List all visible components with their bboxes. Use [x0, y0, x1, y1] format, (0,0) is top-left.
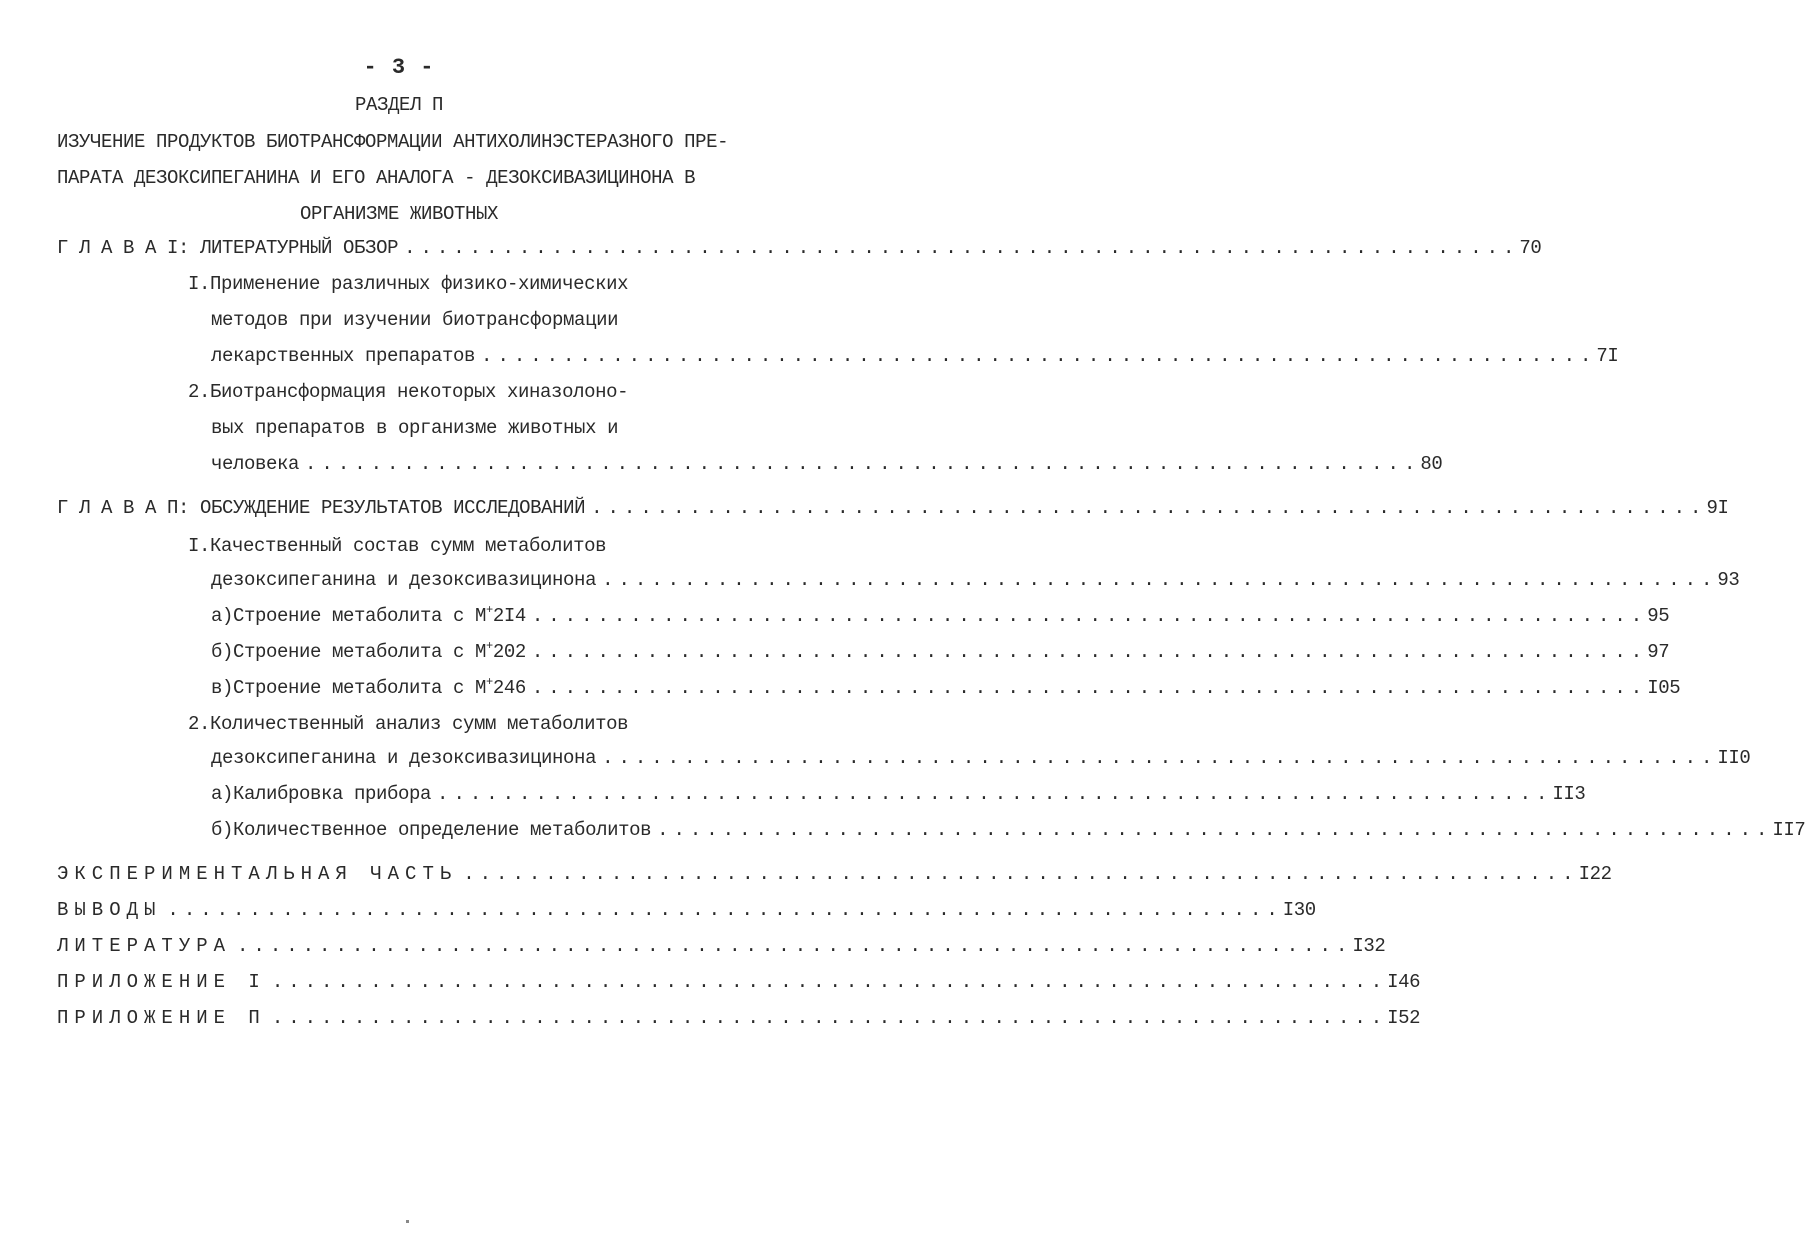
- chapter-2-page: 9I: [1706, 497, 1729, 519]
- ch1-item2-line1: 2.Биотрансформация некоторых хиназолоно-: [188, 381, 629, 403]
- experimental-label: ЭКСПЕРИМЕНТАЛЬНАЯ ЧАСТЬ: [57, 863, 458, 885]
- ch2-item2-line1: 2.Количественный анализ сумм метаболитов: [188, 713, 629, 735]
- ch1-item2-line2: вых препаратов в организме животных и: [211, 417, 619, 439]
- toc-ch2-sub-c: [211, 675, 1681, 700]
- leader-dots: ....................................................................: [463, 863, 1579, 885]
- sub-c-text: в)Строение метаболита с М: [211, 677, 487, 699]
- sub-c-superscript: +: [486, 675, 493, 689]
- toc-chapter-2: [57, 496, 1729, 520]
- chapter-1-page: 70: [1519, 237, 1542, 259]
- toc-appendix-2: [57, 1006, 1421, 1030]
- ch2-item2-page: II0: [1717, 747, 1751, 769]
- title-line-1: ИЗУЧЕНИЕ ПРОДУКТОВ БИОТРАНСФОРМАЦИИ АНТИХОЛИНЭСТЕРАЗНОГО ПРЕ-: [57, 131, 729, 153]
- sub2-a-text: а)Калибровка прибора: [211, 783, 432, 805]
- section-heading: РАЗДЕЛ П: [354, 94, 443, 116]
- sub-a-superscript: +: [486, 603, 493, 617]
- appendix-1-label: ПРИЛОЖЕНИЕ I: [57, 971, 266, 993]
- sub-a-mass: 2I4: [492, 605, 526, 627]
- conclusions-label: ВЫВОДЫ: [57, 899, 162, 921]
- chapter-2-title: ОБСУЖДЕНИЕ РЕЗУЛЬТАТОВ ИССЛЕДОВАНИЙ: [189, 497, 586, 519]
- title-line-2: ПАРАТА ДЕЗОКСИПЕГАНИНА И ЕГО АНАЛОГА - ДЕЗОКСИВАЗИЦИНОНА В: [57, 167, 696, 189]
- sub-a-text: а)Строение метаболита с М: [211, 605, 487, 627]
- toc-ch1-item1: [211, 344, 1619, 368]
- leader-dots: ....................................................................: [404, 237, 1520, 259]
- leader-dots: ....................................................................: [271, 971, 1388, 993]
- literature-label: ЛИТЕРАТУРА: [57, 935, 232, 957]
- sub-b-page: 97: [1647, 641, 1670, 663]
- toc-ch1-item2: [211, 452, 1443, 476]
- sub-a-page: 95: [1647, 605, 1670, 627]
- leader-dots: ....................................................................: [657, 819, 1773, 841]
- ch1-item1-line2: методов при изучении биотрансформации: [211, 309, 619, 331]
- leader-dots: ....................................................................: [531, 677, 1648, 699]
- ch1-item1-line3: лекарственных препаратов: [211, 345, 476, 367]
- leader-dots: ....................................................................: [437, 783, 1553, 805]
- leader-dots: ....................................................................: [591, 497, 1707, 519]
- literature-page: I32: [1352, 935, 1386, 957]
- ch2-item1-line2: дезоксипеганина и дезоксивазицинона: [211, 569, 597, 591]
- sub2-b-text: б)Количественное определение метаболитов: [211, 819, 652, 841]
- ch2-item1-line1: I.Качественный состав сумм метаболитов: [188, 535, 607, 557]
- toc-ch2-sub2-a: [211, 782, 1586, 806]
- ch1-item1-line1: I.Применение различных физико-химических: [188, 273, 629, 295]
- sub-b-text: б)Строение метаболита с М: [211, 641, 487, 663]
- leader-dots: ....................................................................: [481, 345, 1597, 367]
- toc-ch2-item1: [211, 568, 1740, 592]
- chapter-1-title: ЛИТЕРАТУРНЫЙ ОБЗОР: [189, 237, 399, 259]
- leader-dots: ....................................................................: [271, 1007, 1388, 1029]
- experimental-page: I22: [1578, 863, 1612, 885]
- title-line-3: ОРГАНИЗМЕ ЖИВОТНЫХ: [299, 203, 499, 225]
- leader-dots: ....................................................................: [531, 605, 1648, 627]
- sub-b-mass: 202: [492, 641, 526, 663]
- appendix-2-label: ПРИЛОЖЕНИЕ П: [57, 1007, 266, 1029]
- toc-conclusions: [57, 898, 1316, 922]
- toc-ch2-sub2-b: [211, 818, 1805, 842]
- sub2-b-page: II7: [1772, 819, 1805, 841]
- toc-appendix-1: [57, 970, 1421, 994]
- appendix-1-page: I46: [1387, 971, 1421, 993]
- toc-ch2-item2: [211, 746, 1751, 770]
- sub-c-mass: 246: [492, 677, 526, 699]
- ch1-item2-page: 80: [1420, 453, 1443, 475]
- leader-dots: ....................................................................: [237, 935, 1353, 957]
- sub-c-page: I05: [1647, 677, 1681, 699]
- ch2-item2-line2: дезоксипеганина и дезоксивазицинона: [211, 747, 597, 769]
- toc-ch2-sub-a: [211, 603, 1670, 628]
- leader-dots: ....................................................................: [602, 747, 1718, 769]
- toc-literature: [57, 934, 1386, 958]
- appendix-2-page: I52: [1387, 1007, 1421, 1029]
- chapter-2-prefix: Г Л А В А П:: [57, 497, 190, 519]
- conclusions-page: I30: [1282, 899, 1316, 921]
- ch1-item1-page: 7I: [1596, 345, 1619, 367]
- leader-dots: ....................................................................: [531, 641, 1648, 663]
- sub2-a-page: II3: [1552, 783, 1586, 805]
- ch1-item2-line3: человека: [211, 453, 300, 475]
- scan-speck: [406, 1220, 409, 1223]
- sub-b-superscript: +: [486, 639, 493, 653]
- ch2-item1-page: 93: [1717, 569, 1740, 591]
- leader-dots: ....................................................................: [602, 569, 1718, 591]
- toc-experimental: [57, 862, 1612, 886]
- toc-ch2-sub-b: [211, 639, 1670, 664]
- leader-dots: ....................................................................: [305, 453, 1421, 475]
- leader-dots: ....................................................................: [167, 899, 1283, 921]
- chapter-1-prefix: Г Л А В А I:: [57, 237, 190, 259]
- page-number: - 3 -: [363, 55, 435, 80]
- toc-chapter-1: [57, 236, 1542, 260]
